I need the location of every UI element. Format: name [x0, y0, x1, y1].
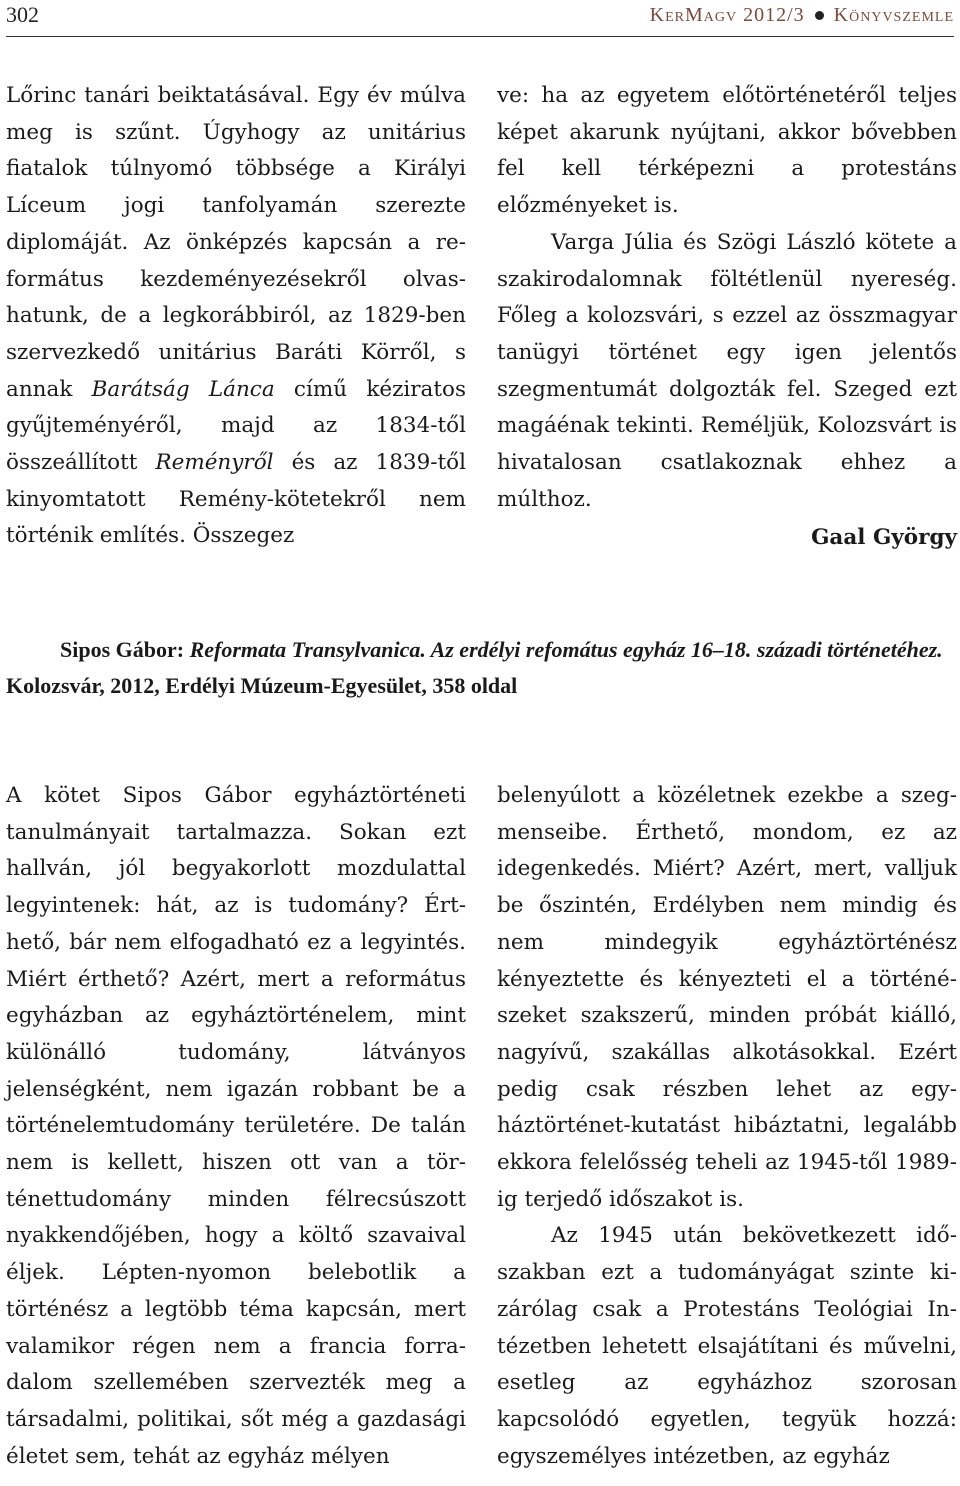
- paragraph: A kötet Sipos Gábor egyháztörténeti tanulmányait tartalmazza. Sokan ezt hallván, jól begyakorlott mozdulattal legyintenek: hát, az is tudomány? Érthető, bár nem elfogadható ez a legyintés. Miért érthető? Azért, mert a református egyházban az egyháztörténelem, mint különálló tudomány, látványos jelenségként, nem igazán robbant be a történelemtudomány területére. De talán nem is kellett, hiszen ott van a történettudomány minden félrecsúszott nyakkendőjében, hogy a költő szavaival éljek. Lépten-nyomon belebotlik a történész a legtöbb téma kapcsán, mert valamikor régen nem a francia forradalom szellemében szervezték meg a társadalmi, politikai, sőt még a gazdasági életet sem, tehát az egyház mélyen: [6, 783, 466, 1469]
- paragraph: ve: ha az egyetem előtörténetéről teljes képet akarunk nyújtani, akkor bővebben fel kell térképezni a protestáns előzményeket is.: [497, 83, 957, 219]
- italic-title: Barátság Lánca: [91, 376, 275, 402]
- paragraph: Varga Júlia és Szögi László kötete a szakirodalomnak föltétlenül nyereség. Főleg a kolozsvári, s ezzel az összmagyar tanügyi történet egy igen jelentős szegmentumát dolgozták fel. Szeged ezt magáénak tekinti. Reméljük, Kolozsvárt is hivatalosan csatlakoznak ehhez a múlthoz.: [497, 229, 957, 512]
- running-head: [650, 4, 954, 27]
- top-left-column: [6, 78, 466, 555]
- review-heading: [6, 632, 956, 704]
- journal-title: KerMagv 2012/3: [649, 4, 805, 26]
- header-rule: [6, 36, 954, 37]
- review-author: Sipos Gábor:: [60, 637, 190, 662]
- bottom-right-column: [497, 778, 957, 1475]
- paragraph: belenyúlott a közéletnek ezekbe a szegmenseibe. Érthető, mondom, ez az idegenkedés. Miért? Azért, mert, valljuk be őszintén, Erdélyben nem mindig és nem mindegyik egyháztörténész kényeztette és kényezteti el a történészeket szakszerű, minden próbát kiálló, nagyívű, szakállas alkotásokkal. Ezért pedig csak részben lehet az egyháztörténet-kutatást hibáztatni, legalább ekkora felelősség teheli az 1945-től 1989-ig terjedő időszakot is.: [497, 783, 957, 1212]
- bullet-icon: [815, 11, 824, 20]
- italic-title: Reményről: [155, 450, 274, 476]
- top-right-column: [497, 78, 957, 557]
- review-signature: Gaal György: [811, 525, 957, 551]
- page-header: [0, 0, 960, 36]
- paragraph: Lőrinc tanári beiktatásával. Egy év múlva meg is szűnt. Úgyhogy az unitárius fiatalok túlnyomó többsége a Királyi Líceum jogi tanfolyamán szerezte diplomáját. Az önképzés kapcsán a református kezdeményezésekről olvashatunk, de a legkorábbiról, az 1829-ben szervezkedő unitárius Baráti Körről, s annak Barátság Lánca című kéziratos gyűjteményéről, majd az 1834-től összeállított Reményről és az 1839-től kinyomtatott Remény-kötetekről nem történik említés. Összegez: [6, 83, 466, 549]
- review-book-title: Reformata Transylvanica. Az erdélyi refomátus egyház 16–18. századi történetéhez.: [189, 637, 943, 662]
- paragraph: Az 1945 után bekövetkezett időszakban ezt a tudományágat szinte kizárólag csak a Protestáns Teológiai Intézetben lehetett elsajátítani és művelni, esetleg az egyházhoz szorosan kapcsolódó egyetlen, tegyük hozzá: egyszemélyes intézetben, az egyház: [497, 1223, 957, 1469]
- section-title: Könyvszemle: [833, 4, 954, 26]
- page-number: 302: [6, 2, 39, 27]
- bottom-left-column: [6, 778, 466, 1475]
- review-publication: Kolozsvár, 2012, Erdélyi Múzeum-Egyesület, 358 oldal: [6, 673, 518, 698]
